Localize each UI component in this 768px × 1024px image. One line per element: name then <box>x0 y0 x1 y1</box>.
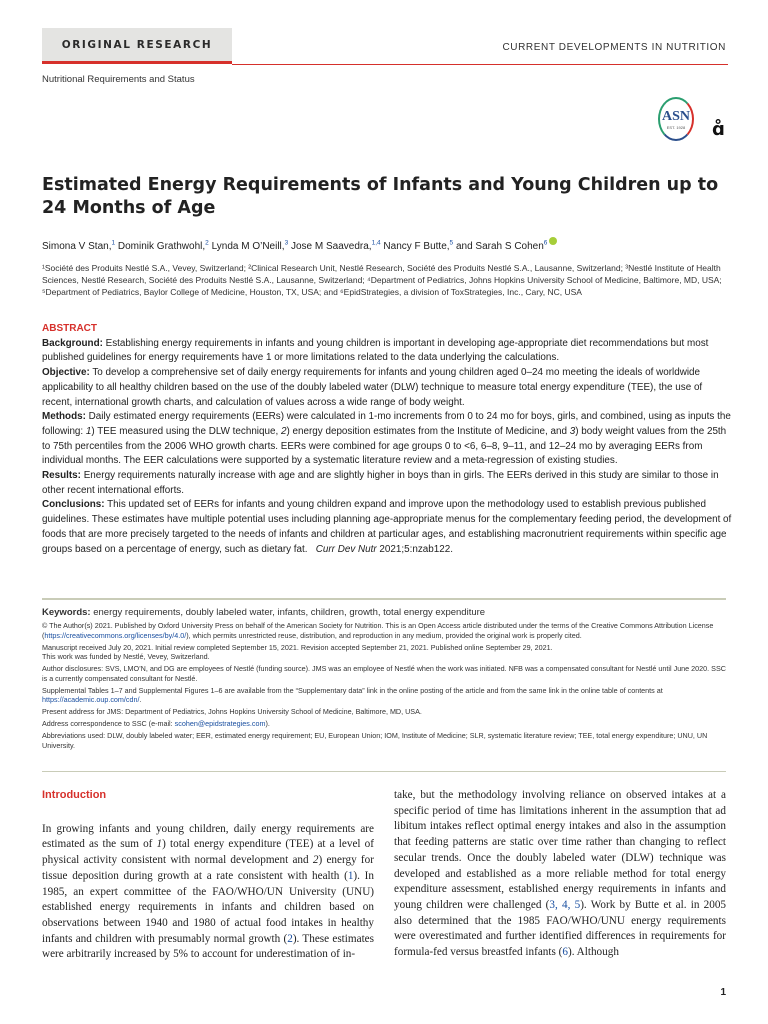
orcid-icon[interactable] <box>549 237 557 245</box>
list-number: 3 <box>569 425 576 437</box>
manuscript-dates <box>42 643 732 662</box>
author-name[interactable]: Dominik Grathwohl, <box>117 241 206 252</box>
author-affil-sup[interactable]: 6 <box>543 239 548 247</box>
supplemental-text: . <box>139 695 142 705</box>
reference-link[interactable]: 1 <box>347 869 354 882</box>
keywords-label: Keywords: <box>42 607 91 618</box>
abstract-label: Background: <box>42 337 103 349</box>
author-name[interactable]: Simona V Stan, <box>42 241 112 252</box>
author-affil-sup[interactable]: 5 <box>449 239 454 247</box>
author-name[interactable]: and Sarah S Cohen <box>455 241 544 252</box>
list-number: 1 <box>85 425 92 437</box>
body-text: ) energy for tissue deposition during growth at a rate consistent with health ( <box>42 854 374 882</box>
article-type-label: ORIGINAL RESEARCH <box>61 38 213 51</box>
keywords <box>42 606 732 619</box>
author-disclosures: Author disclosures: SVS, LMO’N, and DG are employees of Nestlé (funding source). JMS was an employee of Nestlé when the work was initiated. NFB was a compensated consultant for Nestlé until June 2020. SSC is a currently compensated consultant for Nestlé. <box>42 664 726 683</box>
abstract-label: Objective: <box>42 367 90 379</box>
section-heading-introduction: Introduction <box>42 789 107 801</box>
license-link[interactable]: https://creativecommons.org/licenses/by/4.0/ <box>44 630 187 640</box>
asn-logo-subtext: EST. 1928 <box>666 125 686 130</box>
author-affil-sup[interactable]: 1 <box>111 239 116 247</box>
article-notes <box>42 606 732 753</box>
notes-rule <box>42 771 726 772</box>
abstract-text: This updated set of EERs for infants and young children expand and improve upon the methodology used to establish previous published guidelines. These estimates have multiple potential uses including planning age-appropriate menus for the complementary feeding period, the development of foods that are more precisely targeted to the needs of infants and children at particular ages, and establishing macronutrient requirements within specific age groups based on a percentage of energy, such as dietary fat. <box>42 499 732 555</box>
abstract-text: ) energy deposition estimates from the Institute of Medicine, and <box>286 425 570 437</box>
abbreviations: Abbreviations used: DLW, doubly labeled water; EER, estimated energy requirement; EU, European Union; IOM, Institute of Medicine; SLR, systematic literature review; TEE, total energy expenditure; UNU, UN University. <box>42 731 708 750</box>
body-text: ) total energy expenditure (TEE) at a level of physical activity consistent with normal development and <box>42 838 374 867</box>
abstract-text: Energy requirements naturally increase with age and are slightly higher in boys than in girls. The EERs derived in this study are similar to those in other recent international efforts. <box>42 470 719 496</box>
copyright-text: ), which permits unrestricted reuse, distribution, and reproduction in any medium, provided the original work is properly cited. <box>186 630 582 640</box>
abstract-methods <box>42 410 732 469</box>
article-type-tag <box>42 28 232 64</box>
supplemental-text: Supplemental Tables 1–7 and Supplemental Figures 1–6 are available from the “Supplementary data” link in the online posting of the article and from the same link in the online table of contents at <box>42 685 663 695</box>
supplemental-note <box>42 686 732 705</box>
abstract-label: Conclusions: <box>42 499 105 511</box>
author-name[interactable]: Nancy F Butte, <box>383 241 450 252</box>
present-address: Present address for JMS: Department of Pediatrics, Johns Hopkins University School of Medicine, Baltimore, MD, USA. <box>42 707 422 717</box>
list-number: 1 <box>156 838 163 851</box>
funding-text: This work was funded by Nestlé, Vevey, Switzerland. <box>42 652 210 662</box>
copyright-note <box>42 621 732 640</box>
abstract-rule <box>42 598 726 600</box>
body-column-left <box>42 788 374 963</box>
body-paragraph <box>394 788 726 961</box>
open-access-icon[interactable]: ɑ̊ <box>712 119 725 140</box>
asn-logo <box>658 97 694 141</box>
abstract-text: ) TEE measured using the DLW technique, <box>91 425 281 437</box>
abstract-text: ) body weight values from the 25th to 75th percentiles from the 2006 WHO growth charts. EERs were combined for age groups 0 to <6, 6–8, 9–11, and 12–24 mo by averaging EERs from individual months. The EER calculations were supported by a systematic literature review and a meta-regression of existing studies. <box>42 425 727 467</box>
author-affil-sup[interactable]: 3 <box>284 239 289 247</box>
abstract-background <box>42 337 732 366</box>
body-text: ). Although <box>567 946 619 959</box>
body-paragraph <box>42 822 374 963</box>
affiliations: ¹Société des Produits Nestlé S.A., Vevey, Switzerland; ²Clinical Research Unit, Nestlé Research, Société des Produits Nestlé S.A., Lausanne, Switzerland; ³Nestlé Institute of Health Sciences, Nestlé Research, Société des Produits Nestlé S.A., Lausanne, Switzerland; ⁴Department of Pediatrics, Johns Hopkins University School of Medicine, Baltimore, MD, USA; ⁵Department of Pediatrics, Baylor College of Medicine, Houston, TX, USA; and ⁶EpidStrategies, a division of ToxStrategies, Inc., Cary, NC, USA <box>42 263 722 297</box>
abstract-conclusions <box>42 498 732 557</box>
abstract-label: Results: <box>42 470 81 482</box>
body-text: In growing infants and young children, daily energy requirements are estimated as the sum of <box>42 822 374 851</box>
section-label: Nutritional Requirements and Status <box>42 74 195 85</box>
abstract <box>42 322 732 557</box>
abstract-heading: ABSTRACT <box>42 323 97 334</box>
article-title: Estimated Energy Requirements of Infants and Young Children up to 24 Months of Age <box>42 175 719 218</box>
author-affil-sup[interactable]: 1,4 <box>371 239 381 247</box>
correspondence <box>42 719 732 729</box>
journal-name[interactable]: CURRENT DEVELOPMENTS IN NUTRITION <box>502 42 726 53</box>
abstract-label: Methods: <box>42 411 86 423</box>
list-number: 2 <box>280 425 287 437</box>
asn-logo-text: ASN <box>661 109 690 124</box>
abstract-text: Daily estimated energy requirements (EERs) were calculated in 1-mo increments from 0 to 24 mo for boys, girls, and combined, using as inputs the following: <box>42 411 731 437</box>
body-column-right <box>394 788 726 961</box>
author-affil-sup[interactable]: 2 <box>205 239 209 247</box>
citation-volume: 2021;5:nzab122. <box>379 543 453 555</box>
abstract-objective <box>42 366 732 410</box>
body-text: ). These estimates were arbitrarily increased by 5% to account for underestimation of in- <box>42 932 374 961</box>
body-text: take, but the methodology involving reliance on observed intakes at a specific period of time has limitations inherent in the assumption that ad libitum intakes reflect optimal energy intakes and also in the assumption that feeding patterns are static over time rather than changing to reflect secular trends. Once the doubly labeled water (DLW) technique was developed and established as a more reliable method for total energy expenditure assessment, established energy requirements in infants and young children were challenged ( <box>394 789 726 911</box>
abstract-text: To develop a comprehensive set of daily energy requirements for infants and young children aged 0–24 mo meeting the ideals of worldwide applicability to all healthy children based on the use of the doubly labeled water (DLW) technique to measure total energy expenditure (TEE), the use of recent, international growth charts, and calculation of values across a wide range of body weight. <box>42 367 703 408</box>
body-text: ). Work by Butte et al. in 2005 also determined that the 1985 FAO/WHO/UNU energy requirements were overestimated and further identified differences in requirements for formula-fed versus breastfed infants ( <box>394 898 727 959</box>
abstract-text: Establishing energy requirements in infants and young children is important in developing age-appropriate diet recommendations but most published guidelines for energy requirements have 1 or more limitations related to the data underlying the calculations. <box>42 337 709 364</box>
header-rule <box>232 64 728 65</box>
citation-journal: Curr Dev Nutr <box>315 543 377 555</box>
manuscript-text: Manuscript received July 20, 2021. Initial review completed September 15, 2021. Revision accepted September 21, 2021. Published online September 29, 2021. <box>42 642 553 652</box>
author-list <box>42 237 732 252</box>
reference-link[interactable]: 3, 4, 5 <box>549 898 581 911</box>
keywords-text: energy requirements, doubly labeled water, infants, children, growth, total energy expenditure <box>93 607 486 618</box>
author-name[interactable]: Jose M Saavedra, <box>290 241 372 252</box>
correspondence-text: Address correspondence to SSC (e-mail: <box>42 719 175 729</box>
page-number: 1 <box>720 987 726 998</box>
author-name[interactable]: Lynda M O’Neill, <box>211 241 285 252</box>
body-text: ). In 1985, an expert committee of the FAO/WHO/UN University (UNU) established energy requirements in infants and children based on observations between 1940 and 1980 of actual food intakes in healthy infants and children with presumably normal growth ( <box>42 869 374 945</box>
reference-link[interactable]: 6 <box>562 946 568 959</box>
abstract-results <box>42 469 732 498</box>
list-number: 2 <box>312 854 319 867</box>
copyright-text: © The Author(s) 2021. Published by Oxford University Press on behalf of the American Society for Nutrition. This is an Open Access article distributed under the terms of the Creative Commons Attribution License ( <box>42 621 714 640</box>
supplemental-link[interactable]: https://academic.oup.com/cdn/ <box>42 695 140 705</box>
correspondence-text: ). <box>265 719 270 729</box>
reference-link[interactable]: 2 <box>287 932 293 945</box>
email-link[interactable]: scohen@epidstrategies.com <box>174 719 266 729</box>
